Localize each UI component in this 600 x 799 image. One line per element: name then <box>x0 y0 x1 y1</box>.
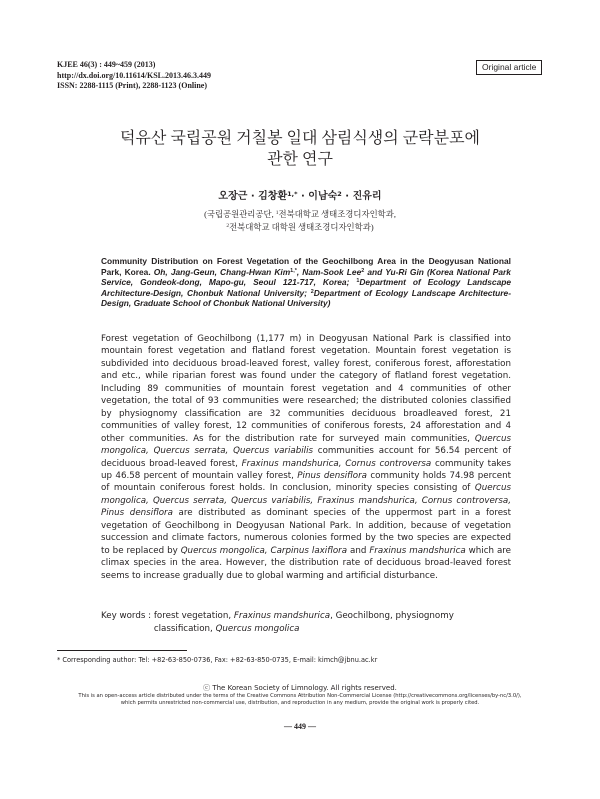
korean-authors <box>60 187 540 202</box>
keywords-list <box>154 610 511 636</box>
abstract-species: Quercus mongolica, Carpinus laxiflora <box>180 545 348 556</box>
affiliation-1-text: (국립공원관리공단, <box>204 210 276 219</box>
abstract-species: Fraxinus mandshurica, Cornus controversa <box>241 458 432 469</box>
page-number: — 449 — <box>284 722 316 731</box>
affiliation-1-superscript: 1 <box>275 210 279 216</box>
affiliation-2-superscript: 2 <box>226 223 230 229</box>
author-2: · 이남숙 <box>297 191 338 202</box>
keyword-species: Quercus mongolica <box>215 624 300 634</box>
english-affiliation-a: (Korea National Park Service, Gondeok-dong, Mapo-gu, Seoul 121-717, Korea; <box>101 266 511 288</box>
english-title: Community Distribution on Forest Vegetation of the Geochilbong Area in the Deogyusan National Park, Korea. <box>101 256 511 277</box>
korean-title-line-1: 덕유산 국립공원 거칠봉 일대 삼림식생의 군락분포에 <box>119 130 481 147</box>
abstract-species: Pinus densiflora <box>297 470 368 481</box>
keyword-text: , Geochilbong, physiognomy classification, <box>153 611 454 634</box>
license-notice <box>0 693 600 707</box>
license-line-2: which permits unrestricted non-commercial use, distribution, and reproduction in any medium, provide the original work is properly cited. <box>120 700 480 707</box>
author-3: · 진유리 <box>341 191 382 202</box>
affiliation-1-rest: 전북대학교 생태조경디자인학과, <box>278 210 396 219</box>
citation: KJEE 46(3) : 449~459 (2013) <box>57 60 156 69</box>
keywords <box>101 610 511 636</box>
article-type-badge: Original article <box>476 60 542 75</box>
english-sup-4: 2 <box>310 288 314 295</box>
affiliation-2-text: 전북대학교 대학원 생태조경디자인학과) <box>229 223 374 232</box>
english-author-3: and Yu-Ri Gin <box>364 266 424 277</box>
english-title-block <box>101 256 511 309</box>
footnote-divider <box>57 650 187 651</box>
author-2-superscript: 2 <box>337 190 342 198</box>
doi-link[interactable]: http://dx.doi.org/10.11614/KSL.2013.46.3.449 <box>57 70 212 80</box>
korean-affiliations <box>60 208 540 234</box>
abstract-text: are distributed as dominant species of the uppermost part in a forest vegetation of Geochilbong in Deogyusan National Park. In addition, because of vegetation succession and climate factors, numerous colonies formed by the two species are expected to be replaced by <box>101 508 511 556</box>
keywords-label: Key words : <box>101 611 154 621</box>
english-author-2: , Nam-Sook Lee <box>296 266 362 277</box>
english-authors: Oh, Jang-Geun, Chang-Hwan Kim <box>150 266 291 277</box>
keyword-species: Fraxinus mandshurica <box>233 611 331 621</box>
abstract-text: and <box>347 545 370 556</box>
abstract-species: Quercus mongolica, Quercus serrata, Quercus variabilis, Fraxinus mandshurica, Cornus controversa, Pinus densiflora <box>101 483 511 519</box>
abstract-species: Quercus mongolica, Quercus serrata, Quercus variabilis <box>101 433 511 457</box>
english-sup-1: 1,* <box>290 267 297 274</box>
korean-title-line-2: 관한 연구 <box>267 151 333 168</box>
abstract-species: Fraxinus mandshurica <box>369 545 466 556</box>
abstract-text: communities account for 56.54 percent of deciduous broad-leaved forest, <box>101 446 511 469</box>
abstract-text: community holds 74.98 percent of mountain coniferous forest holds. In conclusion, minority species consisting of <box>101 470 511 494</box>
copyright-notice: ⓒ The Korean Society of Limnology. All rights reserved. <box>203 684 397 692</box>
abstract-text: Forest vegetation of Geochilbong (1,177 m) in Deogyusan National Park is classified into mountain forest vegetation and flatland forest vegetation. Mountain forest vegetation is subdivided into deciduous broad-leaved forest, valley forest, coniferous forest, afforestation and etc., while riparian forest was found under the category of flatland forest vegetation. Including 89 communities of mountain forest vegetation and 4 communities of other vegetation, the total of 93 communities were researched; the distributed colonies classified by physiognomy classification are 32 communities deciduous broadleaved forest, 21 communities of valley forest, 12 communities of coniferous forests, 24 afforestation and 4 other communities. As for the distribution rate for surveyed main communities, <box>101 334 511 444</box>
abstract-text: which are climax species in the area. However, the distribution rate of deciduous broad-leaved forest seems to increase gradually due to global warming and artificial disturbance. <box>101 545 511 581</box>
english-sup-2: 2 <box>361 267 365 274</box>
journal-header <box>57 60 211 92</box>
english-sup-3: 1 <box>356 278 360 285</box>
author-1: 오장근 · 김창환 <box>218 191 288 202</box>
korean-title <box>60 128 540 170</box>
affiliation-line-2 <box>60 221 540 234</box>
abstract <box>101 333 511 582</box>
english-affiliation-c: Department of Ecology Landscape Architecture-Design, Graduate School of Chonbuk National University) <box>101 287 511 309</box>
keyword-text: forest vegetation, <box>153 611 234 621</box>
author-1-superscript: 1,* <box>287 190 298 198</box>
affiliation-line-1 <box>60 208 540 221</box>
english-affiliation-b: Department of Ecology Landscape Architecture-Design, Chonbuk National University; <box>101 277 512 298</box>
issn: ISSN: 2288-1115 (Print), 2288-1123 (Online) <box>57 81 208 90</box>
abstract-text: community takes up 46.58 percent of mountain valley forest, <box>101 458 511 481</box>
corresponding-author-footnote: * Corresponding author: Tel: +82-63-850-0736, Fax: +82-63-850-0735, E-mail: kimch@jbnu.ac.kr <box>57 656 378 664</box>
license-line-1: This is an open-access article distributed under the terms of the Creative Commons Attribution Non-Commercial License (http://creativecommons.org/licenses/by-nc/3.0/), <box>78 693 522 699</box>
